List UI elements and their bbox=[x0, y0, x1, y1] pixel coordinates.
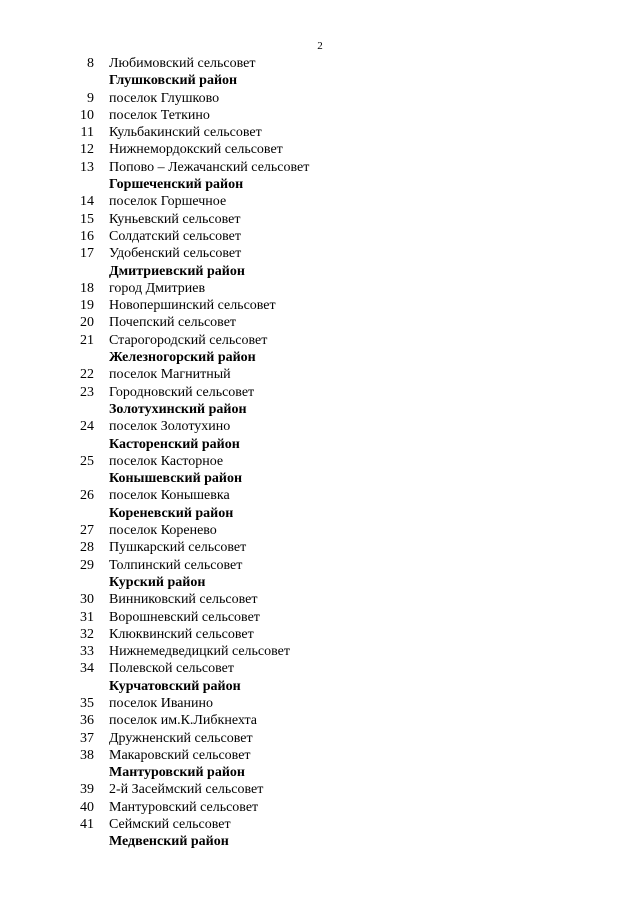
item-number: 39 bbox=[80, 782, 94, 798]
item-number: 17 bbox=[80, 246, 94, 262]
list-item bbox=[0, 245, 640, 262]
item-number: 34 bbox=[80, 661, 94, 677]
district-name: Касторенский район bbox=[109, 436, 240, 452]
list-item bbox=[0, 626, 640, 643]
settlement-name: Пушкарский сельсовет bbox=[109, 540, 247, 556]
settlement-name: Попово – Лежачанский сельсовет bbox=[109, 159, 310, 175]
page-number: 2 bbox=[317, 40, 323, 52]
settlement-name: Сеймский сельсовет bbox=[109, 817, 231, 833]
settlement-name: поселок им.К.Либкнехта bbox=[109, 713, 258, 729]
list-item bbox=[0, 712, 640, 729]
list-item bbox=[0, 747, 640, 764]
item-number: 35 bbox=[80, 695, 94, 711]
settlement-name: поселок Магнитный bbox=[109, 367, 231, 383]
district-name: Горшеченский район bbox=[109, 177, 244, 193]
district-heading bbox=[0, 72, 640, 89]
district-name: Золотухинский район bbox=[109, 401, 247, 417]
list-item bbox=[0, 730, 640, 747]
list-item bbox=[0, 418, 640, 435]
document-list bbox=[0, 55, 640, 851]
item-number: 26 bbox=[80, 488, 94, 504]
item-number: 40 bbox=[80, 799, 94, 815]
settlement-name: Нижнемордокский сельсовет bbox=[109, 142, 283, 158]
item-number: 8 bbox=[87, 56, 94, 71]
item-number: 25 bbox=[80, 453, 94, 469]
list-item bbox=[0, 297, 640, 314]
item-number: 23 bbox=[80, 384, 94, 400]
settlement-name: поселок Конышевка bbox=[109, 488, 230, 504]
item-number: 33 bbox=[80, 644, 94, 660]
list-item bbox=[0, 124, 640, 141]
settlement-name: Старогородский сельсовет bbox=[109, 332, 268, 348]
item-number: 10 bbox=[80, 107, 94, 123]
district-name: Курский район bbox=[109, 574, 206, 590]
list-item bbox=[0, 332, 640, 349]
district-heading bbox=[0, 401, 640, 418]
settlement-name: поселок Иванино bbox=[109, 695, 213, 711]
list-item bbox=[0, 211, 640, 228]
settlement-name: Винниковский сельсовет bbox=[109, 592, 258, 608]
item-number: 19 bbox=[80, 298, 94, 314]
list-item bbox=[0, 141, 640, 158]
item-number: 20 bbox=[80, 315, 94, 331]
settlement-name: Куньевский сельсовет bbox=[109, 211, 241, 227]
district-heading bbox=[0, 574, 640, 591]
list-item bbox=[0, 695, 640, 712]
settlement-name: Нижнемедведицкий сельсовет bbox=[109, 644, 290, 660]
item-number: 13 bbox=[80, 159, 94, 175]
list-item bbox=[0, 539, 640, 556]
district-heading bbox=[0, 470, 640, 487]
item-number: 11 bbox=[80, 125, 94, 141]
district-heading bbox=[0, 505, 640, 522]
settlement-name: Почепский сельсовет bbox=[109, 315, 237, 331]
settlement-name: Макаровский сельсовет bbox=[109, 747, 251, 763]
list-item bbox=[0, 55, 640, 72]
district-name: Мантуровский район bbox=[109, 765, 245, 781]
district-heading bbox=[0, 436, 640, 453]
item-number: 30 bbox=[80, 592, 94, 608]
settlement-name: поселок Касторное bbox=[109, 453, 224, 469]
list-item bbox=[0, 660, 640, 677]
district-name: Курчатовский район bbox=[109, 678, 241, 694]
district-heading bbox=[0, 833, 640, 850]
item-number: 29 bbox=[80, 557, 94, 573]
settlement-name: Полевской сельсовет bbox=[109, 661, 234, 677]
item-number: 37 bbox=[80, 730, 94, 746]
list-item bbox=[0, 609, 640, 626]
district-name: Глушковский район bbox=[109, 73, 238, 89]
item-number: 15 bbox=[80, 211, 94, 227]
settlement-name: Толпинский сельсовет bbox=[109, 557, 243, 573]
list-item bbox=[0, 522, 640, 539]
list-item bbox=[0, 453, 640, 470]
item-number: 24 bbox=[80, 419, 94, 435]
settlement-name: Новопершинский сельсовет bbox=[109, 298, 276, 314]
list-item bbox=[0, 799, 640, 816]
list-item bbox=[0, 816, 640, 833]
settlement-name: Солдатский сельсовет bbox=[109, 228, 241, 244]
settlement-name: Любимовский сельсовет bbox=[109, 56, 256, 71]
item-number: 41 bbox=[80, 817, 94, 833]
settlement-name: поселок Коренево bbox=[109, 523, 217, 539]
settlement-name: Кульбакинский сельсовет bbox=[109, 125, 262, 141]
list-item bbox=[0, 781, 640, 798]
item-number: 31 bbox=[80, 609, 94, 625]
settlement-name: Мантуровский сельсовет bbox=[109, 799, 259, 815]
list-item bbox=[0, 228, 640, 245]
district-heading bbox=[0, 263, 640, 280]
item-number: 22 bbox=[80, 367, 94, 383]
settlement-name: город Дмитриев bbox=[109, 280, 206, 296]
district-name: Конышевский район bbox=[109, 471, 243, 487]
item-number: 12 bbox=[80, 142, 94, 158]
item-number: 38 bbox=[80, 747, 94, 763]
district-heading bbox=[0, 678, 640, 695]
list-item bbox=[0, 159, 640, 176]
settlement-name: Клюквинский сельсовет bbox=[109, 626, 254, 642]
list-item bbox=[0, 384, 640, 401]
district-heading bbox=[0, 176, 640, 193]
settlement-name: поселок Теткино bbox=[109, 107, 210, 123]
district-name: Дмитриевский район bbox=[109, 263, 245, 279]
item-number: 9 bbox=[87, 90, 94, 106]
district-heading bbox=[0, 764, 640, 781]
settlement-name: поселок Глушково bbox=[109, 90, 220, 106]
item-number: 32 bbox=[80, 626, 94, 642]
district-heading bbox=[0, 349, 640, 366]
item-number: 21 bbox=[80, 332, 94, 348]
district-name: Медвенский район bbox=[109, 834, 229, 850]
list-item bbox=[0, 90, 640, 107]
settlement-name: Городновский сельсовет bbox=[109, 384, 255, 400]
list-item bbox=[0, 280, 640, 297]
settlement-name: поселок Золотухино bbox=[109, 419, 231, 435]
list-item bbox=[0, 366, 640, 383]
item-number: 18 bbox=[80, 280, 94, 296]
list-item bbox=[0, 557, 640, 574]
list-item bbox=[0, 487, 640, 504]
settlement-name: Дружненский сельсовет bbox=[109, 730, 253, 746]
settlement-name: поселок Горшечное bbox=[109, 194, 227, 210]
list-item bbox=[0, 314, 640, 331]
item-number: 27 bbox=[80, 523, 94, 539]
item-number: 16 bbox=[80, 228, 94, 244]
list-item bbox=[0, 591, 640, 608]
item-number: 14 bbox=[80, 194, 94, 210]
district-name: Железногорский район bbox=[109, 350, 256, 366]
item-number: 36 bbox=[80, 713, 94, 729]
district-name: Кореневский район bbox=[109, 505, 234, 521]
list-item bbox=[0, 107, 640, 124]
settlement-name: 2-й Засеймский сельсовет bbox=[109, 782, 264, 798]
settlement-name: Удобенский сельсовет bbox=[109, 246, 242, 262]
settlement-name: Ворошневский сельсовет bbox=[109, 609, 260, 625]
list-item bbox=[0, 193, 640, 210]
item-number: 28 bbox=[80, 540, 94, 556]
list-item bbox=[0, 643, 640, 660]
